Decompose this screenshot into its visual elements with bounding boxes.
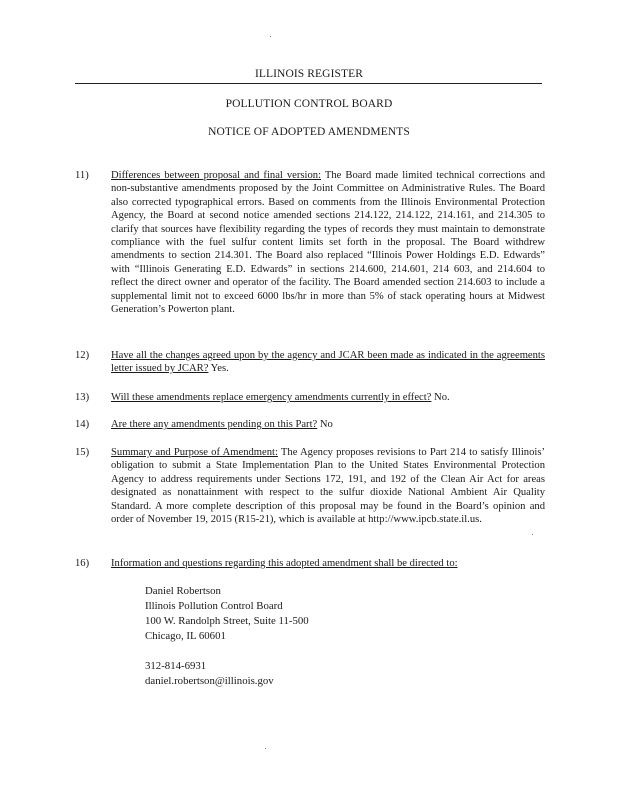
scan-speck	[270, 36, 271, 37]
item-body	[111, 418, 545, 431]
item-number: 15)	[75, 447, 90, 458]
contact-org: Illinois Pollution Control Board	[145, 600, 283, 612]
item-heading: Are there any amendments pending on this Part?	[111, 419, 318, 430]
item-body	[111, 391, 545, 404]
item-body	[111, 557, 545, 570]
register-title: ILLINOIS REGISTER	[254, 68, 364, 80]
scan-speck	[532, 534, 533, 535]
contact-city: Chicago, IL 60601	[145, 630, 226, 642]
item-heading: Differences between proposal and final version:	[111, 170, 322, 181]
item-body	[111, 169, 545, 316]
contact-email: daniel.robertson@illinois.gov	[145, 675, 274, 687]
scan-speck	[265, 748, 266, 749]
board-title: POLLUTION CONTROL BOARD	[225, 98, 393, 110]
item-text: No	[317, 419, 333, 430]
item-body	[111, 349, 545, 376]
item-number: 16)	[75, 558, 90, 569]
contact-reach-block	[145, 659, 274, 689]
item-number: 14)	[75, 419, 90, 430]
item-text: No.	[431, 392, 450, 403]
item-heading: Summary and Purpose of Amendment:	[111, 447, 278, 458]
contact-name: Daniel Robertson	[145, 585, 221, 597]
item-number: 13)	[75, 392, 90, 403]
item-number: 12)	[75, 350, 90, 361]
item-text: The Board made limited technical corrections and non-substantive amendments proposed by the Joint Committee on Administrative Rules. The Board also corrected typographical errors. Based on comments from the Illinois Environmental Protection Agency, the Board at second notice amended sections 214.122, 214.122, 214.161, and 214.305 to clarify that sources have flexibility regarding the types of records they must maintain to demonstrate compliance with the fuel sulfur content limits set forth in the proposal. The Board withdrew amendments to section 214.301. The Board also replaced “Illinois Power Holdings E.D. Edwards” with “Illinois Generating E.D. Edwards” in sections 214.600, 214.601, 214 603, and 214.604 to reflect the direct owner and operator of the facility. The Board amended section 214.603 to include a supplemental limit not to exceed 6000 lbs/hr in more than 5% of stack operating hours at Midwest Generation’s Powerton plant.	[111, 170, 546, 316]
contact-address-block	[145, 584, 309, 644]
item-heading: Will these amendments replace emergency amendments currently in effect?	[111, 392, 432, 403]
notice-title: NOTICE OF ADOPTED AMENDMENTS	[208, 126, 410, 138]
item-text: The Agency proposes revisions to Part 214 to satisfy Illinois’ obligation to submit a State Implementation Plan to the United States Environmental Protection Agency to address requirements under Sections 172, 191, and 192 of the Clean Air Act for areas designated as nonattainment with respect to the sulfur dioxide National Ambient Air Quality Standard. A more complete description of this proposal may be found in the Board’s opinion and order of November 19, 2015 (R15-21), which is available at http://www.ipcb.state.il.us.	[111, 447, 545, 526]
item-heading: Have all the changes agreed upon by the agency and JCAR been made as indicated in the agreements letter issued by JCAR?	[111, 350, 545, 375]
contact-phone: 312-814-6931	[145, 660, 207, 672]
item-number: 11)	[75, 170, 89, 181]
contact-address: 100 W. Randolph Street, Suite 11-500	[145, 615, 309, 627]
item-text: Yes.	[208, 363, 229, 375]
item-heading: Information and questions regarding this adopted amendment shall be directed to:	[111, 558, 458, 569]
item-body	[111, 446, 545, 526]
header-rule	[75, 83, 542, 84]
